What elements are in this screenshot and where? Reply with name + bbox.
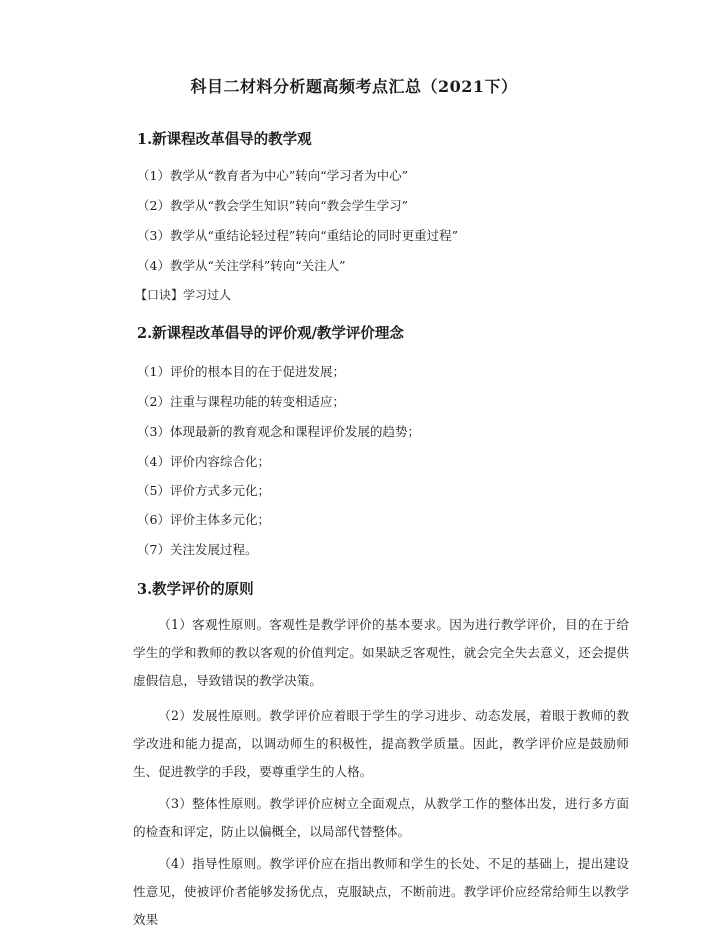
list-item: （4）评价内容综合化；: [137, 454, 270, 469]
paragraph: （2）发展性原则。教学评价应着眼于学生的学习进步、动态发展，着眼于教师的教学改进和能力提高，以调动师生的积极性，提高教学质量。因此，教学评价应是鼓励师生、促进教学的手段，要尊重学生的人格。: [133, 708, 629, 779]
paragraph: （4）指导性原则。教学评价应在指出教师和学生的长处、不足的基础上，提出建设性意见，使被评价者能够发扬优点，克服缺点，不断前进。教学评价应经常给师生以教学效果: [133, 856, 629, 927]
section-heading: 3.教学评价的原则: [137, 581, 254, 598]
list-item: （1）评价的根本目的在于促进发展；: [137, 364, 345, 379]
document-title: 科目二材料分析题高频考点汇总（2021下）: [190, 77, 518, 96]
list-item: （2）注重与课程功能的转变相适应；: [137, 394, 345, 409]
list-item: （3）教学从“重结论轻过程”转向“重结论的同时更重过程”: [137, 228, 459, 243]
list-item: （7）关注发展过程。: [137, 542, 258, 557]
list-item: （1）教学从“教育者为中心”转向“学习者为中心”: [137, 168, 409, 183]
list-item: （6）评价主体多元化；: [137, 512, 270, 527]
list-item: （2）教学从“教会学生知识”转向“教会学生学习”: [137, 198, 409, 213]
section-heading: 2.新课程改革倡导的评价观/教学评价理念: [137, 325, 404, 342]
mnemonic-note: 【口诀】学习过人: [135, 288, 232, 302]
paragraph: （3）整体性原则。教学评价应树立全面观点，从教学工作的整体出发，进行多方面的检查和评定，防止以偏概全，以局部代替整体。: [133, 796, 629, 839]
list-item: （5）评价方式多元化；: [137, 483, 270, 498]
paragraph: （1）客观性原则。客观性是教学评价的基本要求。因为进行教学评价，目的在于给学生的学和教师的教以客观的价值判定。如果缺乏客观性，就会完全失去意义，还会提供虚假信息，导致错误的教学决策。: [133, 617, 629, 688]
list-item: （3）体现最新的教育观念和课程评价发展的趋势；: [137, 424, 420, 439]
section-heading: 1.新课程改革倡导的教学观: [137, 131, 312, 148]
list-item: （4）教学从“关注学科”转向“关注人”: [137, 258, 346, 273]
